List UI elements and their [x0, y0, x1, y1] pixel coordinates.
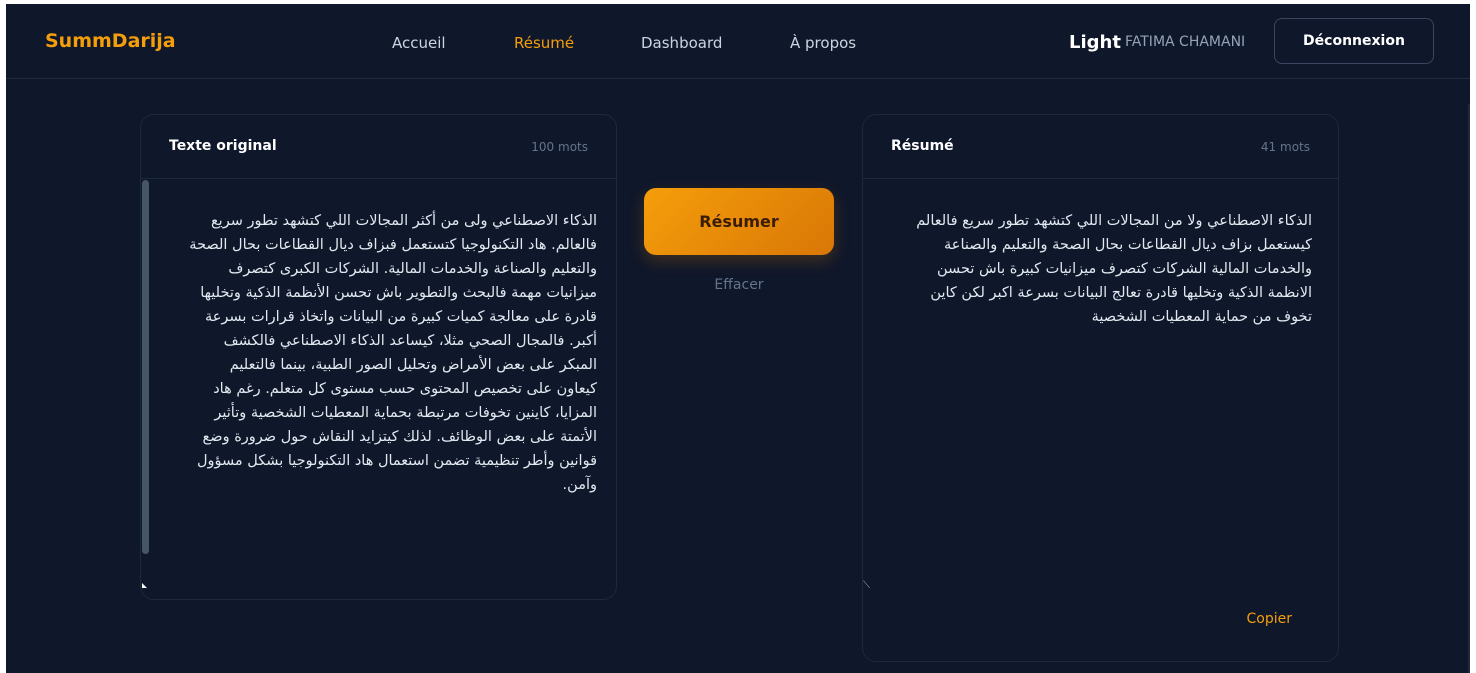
- nav-accueil[interactable]: Accueil: [392, 34, 446, 52]
- original-text-panel: [140, 114, 617, 600]
- summarize-button[interactable]: Résumer: [644, 188, 834, 255]
- logout-button[interactable]: Déconnexion: [1274, 18, 1434, 64]
- summary-panel: [862, 114, 1339, 662]
- resize-handle-icon[interactable]: ⟍: [863, 580, 870, 591]
- theme-toggle[interactable]: Light: [1069, 32, 1121, 53]
- brand-logo[interactable]: SummDarija: [45, 30, 176, 52]
- scroll-down-arrow-icon[interactable]: [142, 583, 147, 588]
- original-word-count: 100 mots: [531, 140, 588, 154]
- app-window: [6, 4, 1470, 673]
- nav-a-propos[interactable]: À propos: [790, 34, 857, 52]
- summary-word-count: 41 mots: [1260, 140, 1310, 154]
- clear-button[interactable]: Effacer: [689, 277, 789, 293]
- original-panel-header: [141, 115, 616, 179]
- original-text-input[interactable]: الذكاء الاصطناعي ولى من أكثر المجالات اللي كتشهد تطور سريع فالعالم. هاد التكنولوجيا كتستعمل فبزاف ديال القطاعات بحال الصحة والتعليم والصناعة والخدمات المالية. الشركات الكبرى كتصرف ميزانيات مهمة فالبحث والتطوير باش تحسن الأنظمة الذكية وتخليها قادرة على معالجة كميات كبيرة من البيانات واتخاذ قرارات بسرعة أكبر. فالمجال الصحي مثلا، كيساعد الذكاء الاصطناعي فالكشف المبكر على بعض الأمراض وتحليل الصور الطبية، بينما فالتعليم كيعاون على تخصيص المحتوى حسب مستوى كل متعلم. رغم هاد المزايا، كاينين تخوفات مرتبطة بحماية المعطيات الشخصية وتأثير الأتمتة على بعض الوظائف. لذلك كيتزايد النقاش حول ضرورة وضع قوانين وأطر تنظيمية تضمن استعمال هاد التكنولوجيا بشكل مسؤول وآمن.: [189, 213, 597, 493]
- nav-dashboard[interactable]: Dashboard: [641, 34, 723, 52]
- summary-text: الذكاء الاصطناعي ولا من المجالات اللي كتشهد تطور سريع فالعالم كيستعمل بزاف ديال القطاعات بحال الصحة والتعليم والصناعة والخدمات المالية الشركات كتصرف ميزانيات كبيرة باش تحسن الانظمة الذكية وتخليها قادرة تعالج البيانات بسرعة اكبر لكن كاين تخوف من حماية المعطيات الشخصية: [916, 213, 1312, 325]
- scrollbar-thumb[interactable]: [142, 180, 149, 554]
- page-scrollbar[interactable]: [1468, 104, 1470, 673]
- summary-panel-title: Résumé: [891, 138, 954, 154]
- user-name: FATIMA CHAMANI: [1125, 34, 1246, 50]
- top-navbar: [6, 4, 1470, 79]
- copy-button[interactable]: Copier: [1246, 611, 1292, 627]
- summary-panel-header: [863, 115, 1338, 179]
- original-scrollbar[interactable]: [141, 179, 151, 599]
- original-panel-title: Texte original: [169, 138, 277, 154]
- nav-resume[interactable]: Résumé: [514, 34, 575, 52]
